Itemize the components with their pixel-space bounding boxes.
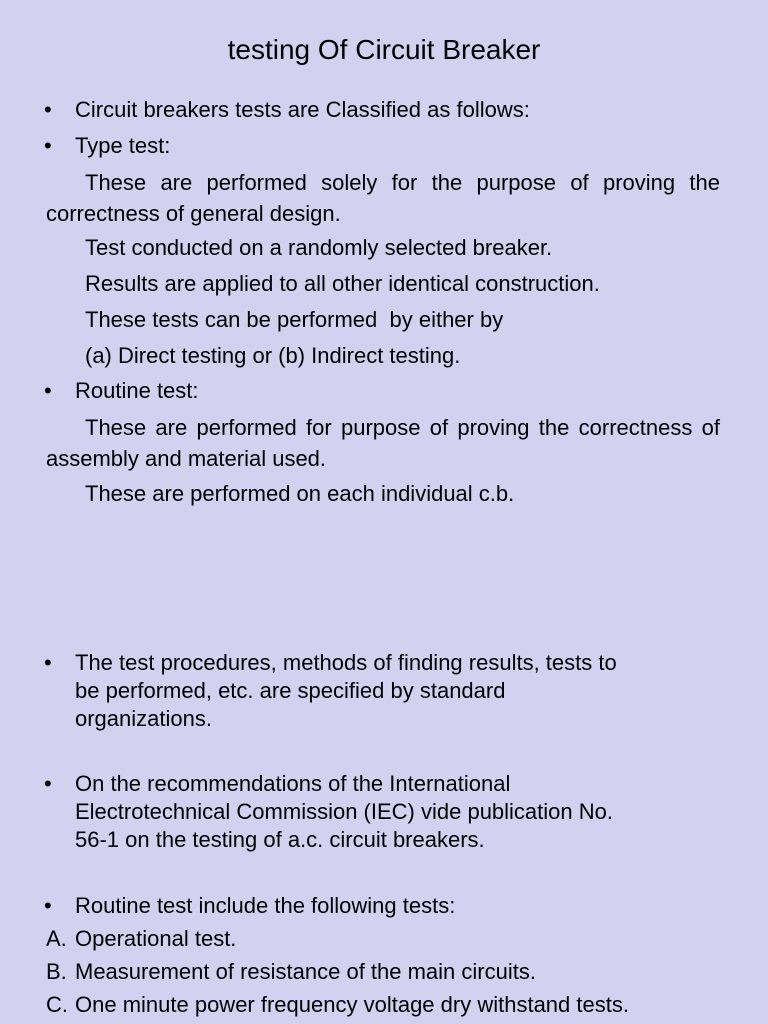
bullet-marker: •: [44, 133, 52, 158]
list-item: Measurement of resistance of the main circuits.: [75, 959, 536, 984]
type-test-line: Results are applied to all other identical construction.: [85, 271, 600, 296]
list-label: B.: [46, 959, 67, 984]
bullet-marker: •: [44, 650, 52, 675]
page-title: testing Of Circuit Breaker: [227, 34, 541, 65]
list-label: A.: [46, 926, 67, 951]
type-test-line: (a) Direct testing or (b) Indirect testing.: [85, 343, 461, 368]
bullet-text-classified: Circuit breakers tests are Classified as follows:: [75, 97, 530, 122]
bullet-marker: •: [44, 893, 52, 918]
routine-test-paragraph: These are performed for purpose of proving the correctness of assembly and material used.: [46, 415, 720, 471]
type-test-line: These tests can be performed by either by: [85, 307, 504, 332]
bullet-text-routine-test: Routine test:: [75, 378, 199, 403]
bullet-text-type-test: Type test:: [75, 133, 171, 158]
bullet-text-routine-include: Routine test include the following tests:: [75, 893, 456, 918]
routine-test-line: These are performed on each individual c.b.: [85, 481, 515, 506]
bullet-text-line: be performed, etc. are specified by standard: [75, 678, 506, 703]
bullet-text-line: 56-1 on the testing of a.c. circuit breakers.: [75, 827, 485, 852]
bullet-text-line: On the recommendations of the International: [75, 771, 511, 796]
bullet-marker: •: [44, 97, 52, 122]
list-label: C.: [46, 992, 68, 1017]
type-test-paragraph: These are performed solely for the purpose of proving the correctness of general design.: [46, 170, 720, 226]
list-item: Operational test.: [75, 926, 237, 951]
type-test-line: Test conducted on a randomly selected breaker.: [85, 235, 553, 260]
bullet-text-line: organizations.: [75, 706, 212, 731]
bullet-marker: •: [44, 378, 52, 403]
bullet-marker: •: [44, 771, 52, 796]
bullet-text-line: The test procedures, methods of finding results, tests to: [75, 650, 617, 675]
list-item: One minute power frequency voltage dry withstand tests.: [75, 992, 629, 1017]
bullet-text-line: Electrotechnical Commission (IEC) vide publication No.: [75, 799, 613, 824]
